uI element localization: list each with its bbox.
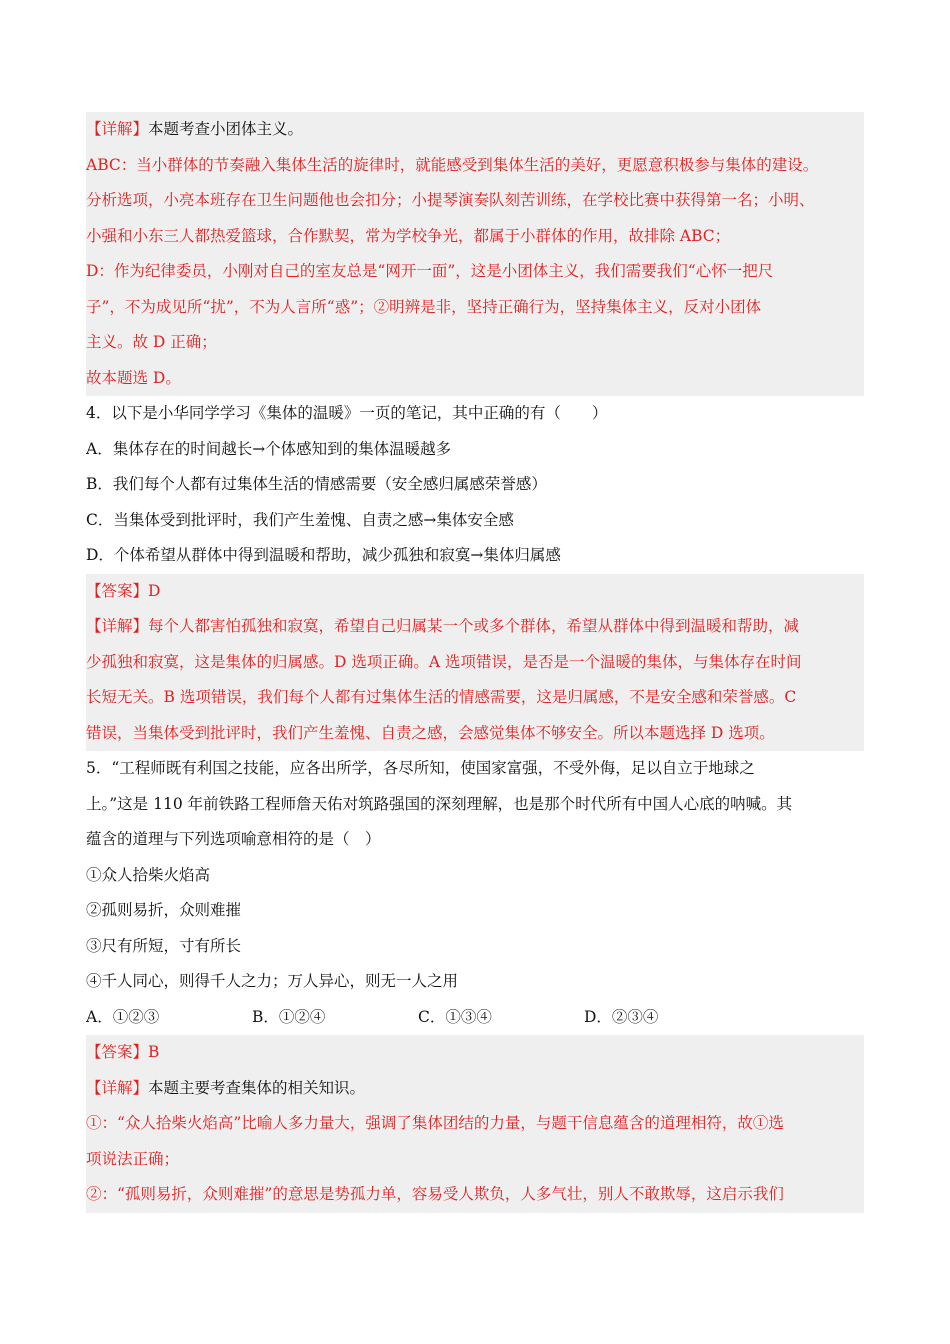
q3-explanation-block [86,112,864,396]
q3-explain-line [86,112,864,148]
q4-explain-line: 少孤独和寂寞，这是集体的归属感。D 选项正确。A 选项错误，是否是一个温暖的集体，与集体存在时间 [86,652,802,671]
explain-intro: 本题主要考查集体的相关知识。 [148,1078,366,1097]
q4-explain-line: 【详解】每个人都害怕孤独和寂寞，希望自己归属某一个或多个群体，希望从群体中得到温暖和帮助，减 [86,617,800,635]
q3-explain-line: ABC：当小群体的节奏融入集体生活的旋律时，就能感受到集体生活的美好，更愿意积极参与集体的建设。 [86,155,819,174]
q3-explain-line: 分析选项，小亮本班存在卫生问题他也会扣分；小提琴演奏队刻苦训练，在学校比赛中获得第一名；小明、 [86,191,815,209]
q5-stem-line: 蕴含的道理与下列选项喻意相符的是（ ） [86,830,381,848]
q5-explain-head [86,1071,864,1107]
question-4 [86,396,864,574]
document-page [86,112,864,1213]
q5-answer: 【答案】B [86,1043,160,1061]
explain-intro: 本题考查小团体主义。 [148,120,304,138]
q4-explain-line: 长短无关。B 选项错误，我们每个人都有过集体生活的情感需要，这是归属感，不是安全感和荣誉感。C [86,688,797,706]
q4-option-a: A．集体存在的时间越长→个体感知到的集体温暖越多 [86,439,452,458]
q5-item-3: ③尺有所短，寸有所长 [86,936,242,955]
explain-tag: 【详解】 [86,1078,149,1097]
q3-explain-line: 子”，不为成见所“扰”，不为人言所“惑”；②明辨是非，坚持正确行为，坚持集体主义，反对小团体 [86,297,762,316]
q5-stem-line: 上。”这是 110 年前铁路工程师詹天佑对筑路强国的深刻理解，也是那个时代所有中国人心底的呐喊。其 [86,794,793,813]
q4-option-c: C．当集体受到批评时，我们产生羞愧、自责之感→集体安全感 [86,510,514,529]
q5-choice-c: C．①③④ [418,1007,492,1026]
q5-item-4: ④千人同心，则得千人之力；万人异心，则无一人之用 [86,972,459,990]
q5-item-1: ①众人拾柴火焰高 [86,865,211,884]
q4-stem: 4．以下是小华同学学习《集体的温暖》一页的笔记，其中正确的有（ ） [86,404,608,422]
q5-choice-a: A．①②③ [86,1007,160,1026]
q4-answer-block [86,574,864,752]
q5-explain-line: 项说法正确； [86,1149,180,1168]
q4-answer: 【答案】D [86,581,161,600]
q3-explain-line: 故本题选 D。 [86,368,181,387]
explain-tag: 【详解】 [86,120,149,138]
q5-answer-block [86,1035,864,1213]
q5-choice-d: D．②③④ [584,1007,659,1026]
q5-choices [86,1000,864,1036]
q4-explain-line: 错误，当集体受到批评时，我们产生羞愧、自责之感，会感觉集体不够安全。所以本题选择 D 选项。 [86,723,775,742]
q3-explain-line: 主义。故 D 正确； [86,333,217,351]
q3-explain-line: 小强和小东三人都热爱篮球，合作默契，常为学校争光，都属于小群体的作用，故排除 ABC； [86,226,731,245]
q5-item-2: ②孤则易折，众则难摧 [86,901,242,919]
q4-option-d: D．个体希望从群体中得到温暖和帮助，减少孤独和寂寞→集体归属感 [86,546,561,564]
q5-choice-b: B．①②④ [252,1007,326,1026]
q5-explain-line: ②：“孤则易折，众则难摧”的意思是势孤力单，容易受人欺负，人多气壮，别人不敢欺辱，这启示我们 [86,1185,784,1203]
q5-stem-line: 5．“工程师既有利国之技能，应各出所学，各尽所知，使国家富强，不受外侮，足以自立于地球之 [86,759,755,777]
question-5 [86,751,864,1035]
q5-explain-line: ①：“众人拾柴火焰高”比喻人多力量大，强调了集体团结的力量，与题干信息蕴含的道理相符，故①选 [86,1114,784,1132]
q4-option-b: B．我们每个人都有过集体生活的情感需要（安全感归属感荣誉感） [86,475,547,493]
q3-explain-line: D：作为纪律委员，小刚对自己的室友总是“网开一面”，这是小团体主义，我们需要我们“心怀一把尺 [86,262,774,280]
